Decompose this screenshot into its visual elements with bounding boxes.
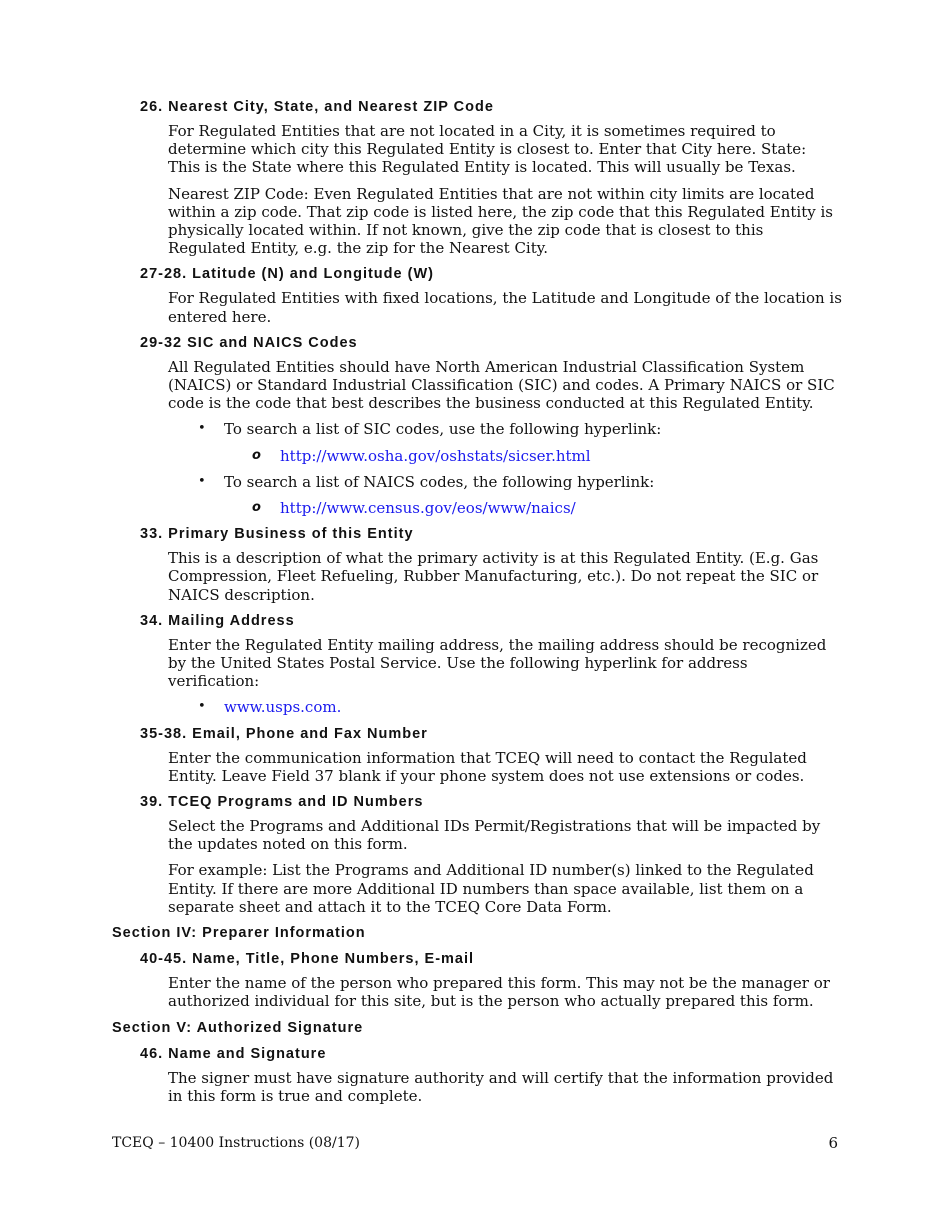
sic-naics-list <box>112 420 842 438</box>
list-item-usps <box>198 698 842 717</box>
page-content <box>112 90 842 1113</box>
sub-item-sic-link <box>252 446 842 465</box>
paragraph-46: The signer must have signature authority and will certify that the information provided in this form is true and complete. <box>168 1068 834 1105</box>
heading-34: 34. Mailing Address <box>140 612 295 629</box>
sic-codes-link[interactable]: http://www.osha.gov/oshstats/sicser.html <box>280 446 591 465</box>
heading-27-28: 27-28. Latitude (N) and Longitude (W) <box>140 266 434 283</box>
list-item-naics-text: To search a list of NAICS codes, the following hyperlink: <box>224 472 655 491</box>
paragraph-26-1: For Regulated Entities that are not located in a City, it is sometimes required to determine which city this Regulated Entity is closest to. Enter that City here. State: This is the State where this Regulated Entity is located. This will usually be Texas. <box>168 122 807 177</box>
paragraph-29-32: All Regulated Entities should have North American Industrial Classification System (NAICS) or Standard Industrial Classification (SIC) and codes. A Primary NAICS or SIC code is the code that best describes the business conducted at this Regulated Entity. <box>168 357 835 413</box>
paragraph-39-1: Select the Programs and Additional IDs Permit/Registrations that will be impacted by the updates noted on this form. <box>168 817 821 854</box>
heading-29-32: 29-32 SIC and NAICS Codes <box>140 334 358 351</box>
paragraph-40-45: Enter the name of the person who prepared this form. This may not be the manager or authorized individual for this site, but is the person who actually prepared this form. <box>168 974 830 1011</box>
paragraph-27-28: For Regulated Entities with fixed locations, the Latitude and Longitude of the location is entered here. <box>168 289 842 326</box>
sub-bullet-icon: o <box>252 447 261 463</box>
bullet-icon: • <box>198 699 206 715</box>
heading-46: 46. Name and Signature <box>140 1045 327 1062</box>
paragraph-35-38: Enter the communication information that TCEQ will need to contact the Regulated Entity. Leave Field 37 blank if your phone system does not use extensions or codes. <box>168 748 807 785</box>
heading-33: 33. Primary Business of this Entity <box>140 526 414 543</box>
heading-35-38: 35-38. Email, Phone and Fax Number <box>140 725 428 742</box>
naics-list <box>112 473 842 491</box>
usps-link[interactable]: www.usps.com. <box>224 698 342 717</box>
usps-list <box>112 698 842 716</box>
sub-item-naics-link <box>252 499 842 518</box>
section-v-heading: Section V: Authorized Signature <box>112 1019 364 1036</box>
bullet-icon: • <box>198 421 206 437</box>
list-item-sic <box>198 420 842 439</box>
bullet-icon: • <box>198 473 206 489</box>
naics-codes-link[interactable]: http://www.census.gov/eos/www/naics/ <box>280 499 576 518</box>
list-item-sic-text: To search a list of SIC codes, use the following hyperlink: <box>224 420 662 439</box>
paragraph-39-2: For example: List the Programs and Additional ID number(s) linked to the Regulated Entity. If there are more Additional ID numbers than space available, list them on a separate sheet and attach it to the TCEQ Core Data Form. <box>168 861 814 916</box>
paragraph-26-2: Nearest ZIP Code: Even Regulated Entities that are not within city limits are located within a zip code. That zip code is listed here, the zip code that this Regulated Entity is physically located within. If not known, give the zip code that is closest to this Regulated Entity, e.g. the zip for the Nearest City. <box>168 184 833 258</box>
page-number: 6 <box>828 1134 838 1152</box>
paragraph-34: Enter the Regulated Entity mailing address, the mailing address should be recognized by the United States Postal Service. Use the following hyperlink for address verification: <box>168 635 827 691</box>
section-iv-heading: Section IV: Preparer Information <box>112 925 366 942</box>
heading-39: 39. TCEQ Programs and ID Numbers <box>140 794 424 811</box>
sub-bullet-icon: o <box>252 500 261 516</box>
heading-26: 26. Nearest City, State, and Nearest ZIP Code <box>140 99 494 115</box>
paragraph-33: This is a description of what the primary activity is at this Regulated Entity. (E.g. Gas Compression, Fleet Refueling, Rubber Manufacturing, etc.). Do not repeat the SIC or NAICS description. <box>168 549 819 604</box>
heading-40-45: 40-45. Name, Title, Phone Numbers, E-mail <box>140 951 475 968</box>
list-item-naics <box>198 472 842 491</box>
footer-form-id: TCEQ – 10400 Instructions (08/17) <box>112 1135 360 1151</box>
